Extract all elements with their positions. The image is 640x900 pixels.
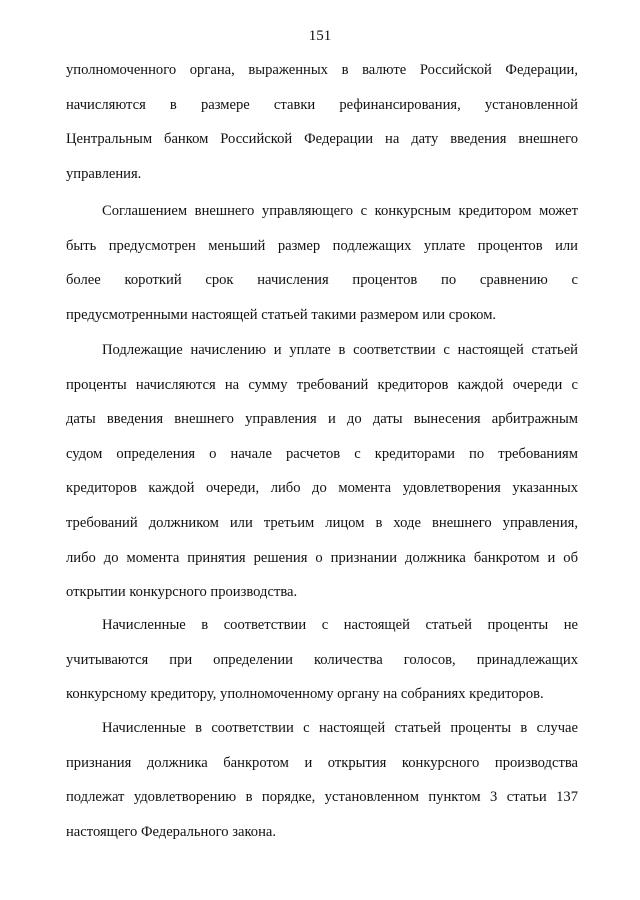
paragraph-5 bbox=[66, 711, 578, 849]
text-line: кредиторов каждой очереди, либо до момента удовлетворения указанных bbox=[66, 480, 578, 497]
text-line: Центральным банком Российской Федерации на дату введения внешнего bbox=[66, 131, 578, 148]
text-line: подлежат удовлетворению в порядке, установленном пунктом 3 статьи 137 bbox=[66, 789, 578, 806]
text-line: судом определения о начале расчетов с кредиторами по требованиям bbox=[66, 445, 578, 462]
paragraph-1 bbox=[66, 53, 578, 191]
text-line: даты введения внешнего управления и до даты вынесения арбитражным bbox=[66, 411, 578, 428]
text-line: управления. bbox=[66, 165, 142, 182]
text-line: уполномоченного органа, выраженных в валюте Российской Федерации, bbox=[66, 62, 578, 78]
text-line: проценты начисляются на сумму требований кредиторов каждой очереди с bbox=[66, 376, 578, 393]
paragraph-3 bbox=[66, 333, 578, 610]
paragraph-2 bbox=[66, 194, 578, 332]
text-line: конкурсному кредитору, уполномоченному органу на собраниях кредиторов. bbox=[66, 686, 544, 703]
text-line: либо до момента принятия решения о признании должника банкротом и об bbox=[66, 549, 578, 566]
text-line: Начисленные в соответствии с настоящей статьей проценты в случае bbox=[102, 720, 578, 736]
paragraph-4 bbox=[66, 608, 578, 712]
text-line: настоящего Федерального закона. bbox=[66, 823, 277, 840]
page-number: 151 bbox=[308, 28, 332, 44]
text-line: требований должником или третьим лицом в ходе внешнего управления, bbox=[66, 514, 578, 531]
text-line: учитываются при определении количества голосов, принадлежащих bbox=[66, 651, 578, 668]
text-line: Подлежащие начислению и уплате в соответствии с настоящей статьей bbox=[102, 342, 578, 358]
text-line: быть предусмотрен меньший размер подлежащих уплате процентов или bbox=[66, 237, 578, 254]
text-line: признания должника банкротом и открытия конкурсного производства bbox=[66, 754, 578, 771]
text-line: начисляются в размере ставки рефинансирования, установленной bbox=[66, 96, 578, 113]
text-line: Начисленные в соответствии с настоящей статьей проценты не bbox=[102, 617, 578, 633]
text-line: предусмотренными настоящей статьей такими размером или сроком. bbox=[66, 306, 497, 323]
text-line: Соглашением внешнего управляющего с конкурсным кредитором может bbox=[102, 203, 578, 219]
text-line: более короткий срок начисления процентов по сравнению с bbox=[66, 272, 578, 289]
text-line: открытии конкурсного производства. bbox=[66, 584, 298, 601]
